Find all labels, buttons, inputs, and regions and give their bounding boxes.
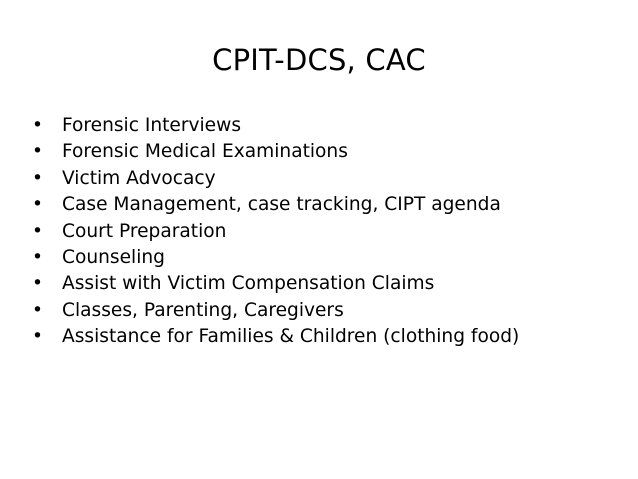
bullet-icon: •: [32, 273, 43, 295]
bullet-text: Counseling: [62, 246, 165, 268]
bullet-icon: •: [32, 220, 43, 242]
bullet-item: [32, 219, 622, 245]
bullet-item: [32, 271, 622, 297]
bullet-text: Case Management, case tracking, CIPT agenda: [62, 194, 501, 216]
bullet-icon: •: [32, 167, 43, 189]
bullet-text: Assist with Victim Compensation Claims: [62, 273, 435, 295]
bullet-icon: •: [32, 115, 43, 136]
bullet-text: Forensic Medical Examinations: [62, 141, 348, 163]
bullet-text: Assistance for Families & Children (clothing food): [62, 326, 520, 348]
bullet-item: [32, 139, 622, 165]
bullet-icon: •: [32, 299, 43, 321]
bullet-text: Forensic Interviews: [62, 115, 242, 136]
bullet-item: [32, 113, 622, 139]
bullet-item: [32, 245, 622, 271]
bullet-icon: •: [32, 194, 43, 216]
bullet-item: [32, 298, 622, 324]
bullet-icon: •: [32, 326, 43, 348]
bullet-icon: •: [32, 141, 43, 163]
bullet-text: Court Preparation: [62, 220, 227, 242]
slide-title: CPIT-DCS, CAC: [212, 43, 426, 77]
bullet-item: [32, 166, 622, 192]
bullet-text: Classes, Parenting, Caregivers: [62, 299, 344, 321]
bullet-item: [32, 324, 622, 350]
bullet-icon: •: [32, 246, 43, 268]
bullet-item: [32, 192, 622, 218]
bullet-text: Victim Advocacy: [62, 167, 216, 189]
bullet-list: [32, 113, 622, 351]
